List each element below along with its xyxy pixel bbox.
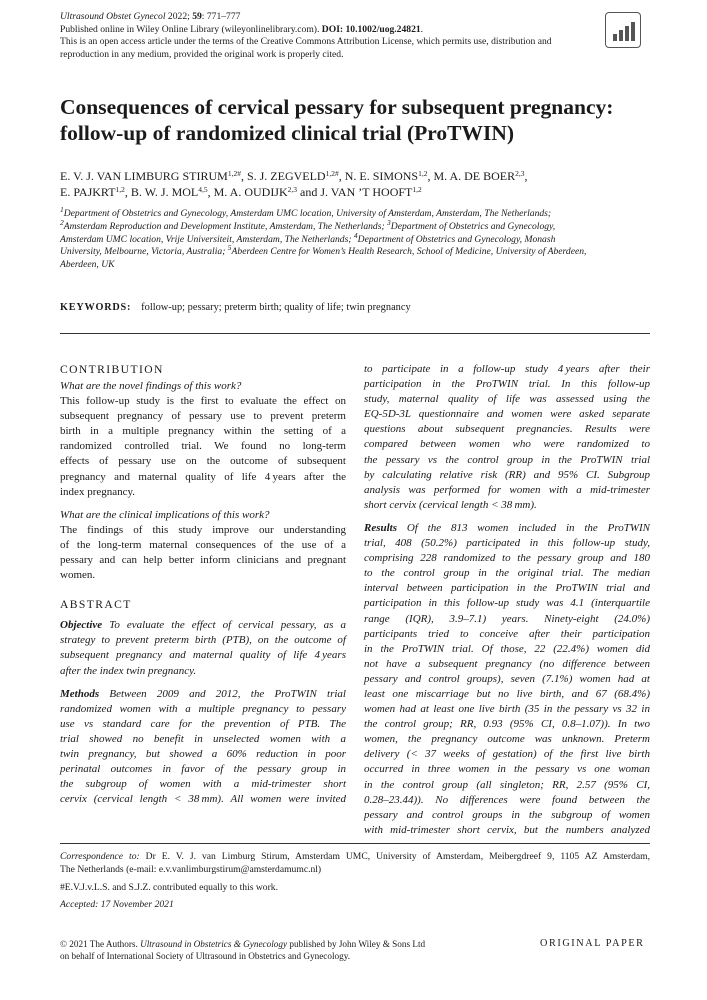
text-line: study, maternal quality of life was assessed using the bbox=[364, 393, 650, 406]
divider bbox=[60, 843, 650, 844]
text-line: subsequent pregnancy of pessary use to prevent preterm bbox=[60, 410, 346, 423]
text-line: comprising 228 randomized to the pessary group and 180 bbox=[364, 552, 650, 565]
text-line: compared between women who were randomized to bbox=[364, 438, 650, 451]
text-line: trial showed no benefit in unselected women with a bbox=[60, 732, 346, 745]
text-line: pessary and control groups in the subgroup of women bbox=[364, 808, 650, 821]
text-line: range (IQR), 3.9–7.1) years. Ninety-eight (24.0%) bbox=[364, 612, 650, 625]
text-line: in the ProTWIN trial. Of those, 22 (22.4%) women did bbox=[364, 642, 650, 655]
question-2: What are the clinical implications of this work? bbox=[60, 508, 270, 521]
text-line: twin pregnancy, but showed a 60% reduction in poor bbox=[60, 747, 346, 760]
contribution-heading: CONTRIBUTION bbox=[60, 363, 164, 376]
text-line: the pessary vs the control group in the ProTWIN trial bbox=[364, 453, 650, 466]
question-1: What are the novel findings of this work? bbox=[60, 380, 242, 392]
text-line: trial, 408 (50.2%) participated in this follow-up study, bbox=[364, 537, 650, 550]
text-line: of the long-term maternal consequences of the use of a bbox=[60, 538, 346, 551]
text-line: effects of pessary use on the outcome of subsequent bbox=[60, 455, 346, 468]
results-paragraph: Results Of the 813 women included in the ProTWIN trial, 408 (50.2%) participated in this follow-up study, comprising 228 randomized to the pessary group and 180 to the control group in the original trial. The median interval between participation in the ProTWIN trial and participation in this follow-up study was 4.1 (interquartile range (IQR), 3.9–7.1) years. Ninety-eight (24.0%) participants tried to conceive after their participation in the ProTWIN trial. Of those, 22 (22.4%) women did not have a subsequent pregnancy (no difference between pessary and control groups), seven (7.1%) women had at least one miscarriage but no live birth, and 67 (68.4%) women had at least one live birth (35 in the pessary vs 32 in the control group; RR, 0.93 (95% CI, 0.8–1.07)). In two women, the pregnancy outcome was unknown. Preterm delivery (< 37 weeks of gestation) of the first live birth occurred in three women in the pessary vs one woman in the control group (all singleton; RR, 2.57 (95% CI, 0.28–23.44)). No differences were found between the pessary and control groups in the subgroup of women with mid-trimester short cervix, but the numbers analyzed bbox=[364, 521, 650, 838]
text-line: pregnancy and maternal quality of life 4 years after the bbox=[60, 470, 346, 483]
doi[interactable]: DOI: 10.1002/uog.24821 bbox=[321, 23, 421, 35]
journal-header bbox=[60, 11, 620, 61]
article-title: Consequences of cervical pessary for subsequent pregnancy: follow-up of randomized clinical trial (ProTWIN) bbox=[60, 95, 614, 145]
text-line: participation in this follow-up study was 4.1 (interquartile bbox=[364, 597, 650, 610]
text-line: by calculating relative risk (RR) and 95% CI. Subgroup bbox=[364, 468, 650, 481]
keywords-label: KEYWORDS: bbox=[60, 302, 132, 313]
text-line: This follow-up study is the first to evaluate the effect on bbox=[60, 395, 346, 408]
text-line: randomized controlled trial. We found no long-term bbox=[60, 440, 346, 453]
answer-2 bbox=[60, 523, 346, 583]
keywords bbox=[60, 302, 411, 313]
text-line: strategy to prevent preterm birth (PTB), on the outcome of bbox=[60, 634, 346, 647]
text-line: randomized women with a multiple pregnancy to pessary bbox=[60, 702, 346, 715]
text-line: birth in a multiple pregnancy within the setting of a bbox=[60, 425, 346, 438]
text-line: index pregnancy. bbox=[60, 485, 136, 498]
keywords-text: follow-up; pessary; preterm birth; quality of life; twin pregnancy bbox=[141, 302, 411, 313]
text-line: women, the pregnancy outcome was unknown. Preterm bbox=[364, 733, 650, 746]
license-line-1: This is an open access article under the terms of the Creative Commons Attribution License, which permits use, distribution and bbox=[60, 36, 552, 48]
text-line: pessary and can help better inform clinicians and pregnant bbox=[60, 554, 346, 567]
text-line: participants tried to conceive after their participation bbox=[364, 627, 650, 640]
text-line: the control group; RR, 0.93 (95% CI, 0.8–1.07)). In two bbox=[364, 718, 650, 731]
text-line: questions about subsequent pregnancies. Results were bbox=[364, 423, 650, 436]
correspondence: Correspondence to: Dr E. V. J. van Limburg Stirum, Amsterdam UMC, University of Amsterdam, Meibergdreef 9, 1105 AZ Amsterdam, The Netherlands (e-mail: e.v.vanlimburgstirum@amsterdamumc.nl) #E.V.J.v.L.S. and S.J.Z. contributed equally to this work. Accepted: 17 November 2021 bbox=[60, 850, 650, 913]
correspondence-email[interactable]: The Netherlands (e-mail: e.v.vanlimburgstirum@amsterdamumc.nl) bbox=[60, 863, 322, 875]
text-line: occurred in three women in the pessary vs one woman bbox=[364, 763, 650, 776]
left-column bbox=[60, 362, 346, 807]
text-line: the subgroup of women with a mid-trimester short bbox=[60, 778, 346, 791]
text-line: women had at least one live birth (35 in the pessary vs 32 in bbox=[364, 703, 650, 716]
text-line: use vs standard care for the prevention of PTB. The bbox=[60, 717, 346, 730]
text-line: 0.28–23.44)). No differences were found between the bbox=[364, 793, 650, 806]
text-line: perinatal outcomes in favor of the pessary group in bbox=[60, 763, 346, 776]
text-line: participation in the ProTWIN trial. In this follow-up bbox=[364, 378, 650, 391]
text-line: to participate in a follow-up study 4 years after their bbox=[364, 363, 650, 375]
copyright: © 2021 The Authors. Ultrasound in Obstetrics & Gynecology published by John Wiley & Sons Ltd on behalf of International Society of Ultrasound in Obstetrics and Gynecology. bbox=[60, 939, 426, 961]
text-line: short cervix (cervical length < 38 mm). bbox=[364, 498, 537, 511]
text-line: analysis was performed for women with a mid-trimester bbox=[364, 483, 650, 496]
citation-line: Ultrasound Obstet Gynecol 2022; 59: 771–777 bbox=[60, 11, 241, 22]
right-column bbox=[364, 362, 650, 838]
text-line: least one miscarriage but no live birth, and 67 (68.4%) bbox=[364, 687, 650, 700]
text-line: subsequent pregnancy and maternal quality of life 4 years bbox=[60, 649, 346, 662]
abstract-heading: ABSTRACT bbox=[60, 598, 132, 612]
text-line: The findings of this study improve our understanding bbox=[60, 523, 346, 536]
text-line: pessary and control groups), seven (7.1%) women had at bbox=[364, 672, 650, 685]
text-line: EQ-5D-3L questionnaire and women were asked separate bbox=[364, 408, 650, 421]
article-type: ORIGINAL PAPER bbox=[540, 938, 645, 949]
affiliations: $^1$Department of Obstetrics and Gynecology, Amsterdam UMC location, University of Amsterdam, Amsterdam, The Netherlands; $^2$Amsterdam Reproduction and Development Institute, Amsterdam, The Netherlands; $^3$Department of Obstetrics and Gynecology, Amsterdam UMC location, Vrije Universiteit, Amsterdam, The Netherlands; $^4$Department of Obstetrics and Gynecology, Monash University, Melbourne, Victoria, Australia; $^5$Aberdeen Centre for Women’s Health Research, School of Medicine, University of Aberdeen, Aberdeen, UK bbox=[60, 205, 587, 271]
methods-continued bbox=[364, 362, 650, 513]
text-line: after the index twin pregnancy. bbox=[60, 664, 197, 677]
author-list: E. V. J. VAN LIMBURG $STIRUM^{1,2\#}$, S. J. $ZEGVELD^{1,2\#}$, N. E. SIMONS$^{1,2}$, M. A. DE BOER$^{2,3}$, E. PAJKRT$^{1,2}$, B. W. J. MOL$^{4,5}$, M. A. OUDIJK$^{2,3}$ and J. VAN ’T HOOFT$^{1,2}$ bbox=[60, 169, 528, 199]
objective-paragraph: Objective To evaluate the effect of cervical pessary, as a strategy to prevent preterm birth (PTB), on the outcome of subsequent pregnancy and maternal quality of life 4 years after the index twin pregnancy. bbox=[60, 618, 346, 678]
accepted-date: Accepted: 17 November 2021 bbox=[60, 899, 174, 911]
text-line: women. bbox=[60, 569, 96, 582]
online-line: Published online in Wiley Online Library (wileyonlinelibrary.com). DOI: 10.1002/uog.24821. bbox=[60, 23, 424, 35]
text-line: with mid-trimester short cervix, but the numbers analyzed bbox=[364, 823, 650, 836]
text-line: in the control group (all singleton; RR, 2.57 (95% CI, bbox=[364, 778, 650, 791]
text-line: interval between participation in the ProTWIN trial and bbox=[364, 582, 650, 595]
methods-paragraph: Methods Between 2009 and 2012, the ProTWIN trial randomized women with a multiple pregnancy to pessary use vs standard care for the prevention of PTB. The trial showed no benefit in unselected women with a twin pregnancy, but showed a 60% reduction in poor perinatal outcomes in favor of the pessary group in the subgroup of women with a mid-trimester short cervix (cervical length < 38 mm). All women were invited bbox=[60, 687, 346, 808]
text-line: delivery (< 37 weeks of gestation) of the first live birth bbox=[364, 748, 650, 761]
text-line: not have a subsequent pregnancy (no difference between bbox=[364, 657, 650, 670]
text-line: cervix (cervical length < 38 mm). All women were invited bbox=[60, 793, 346, 806]
divider bbox=[60, 333, 650, 334]
text-line: to the control group in the original trial. The median bbox=[364, 567, 650, 580]
license-line-2: reproduction in any medium, provided the original work is properly cited. bbox=[60, 48, 344, 60]
bar-chart-icon[interactable] bbox=[605, 12, 641, 48]
answer-1 bbox=[60, 394, 346, 500]
